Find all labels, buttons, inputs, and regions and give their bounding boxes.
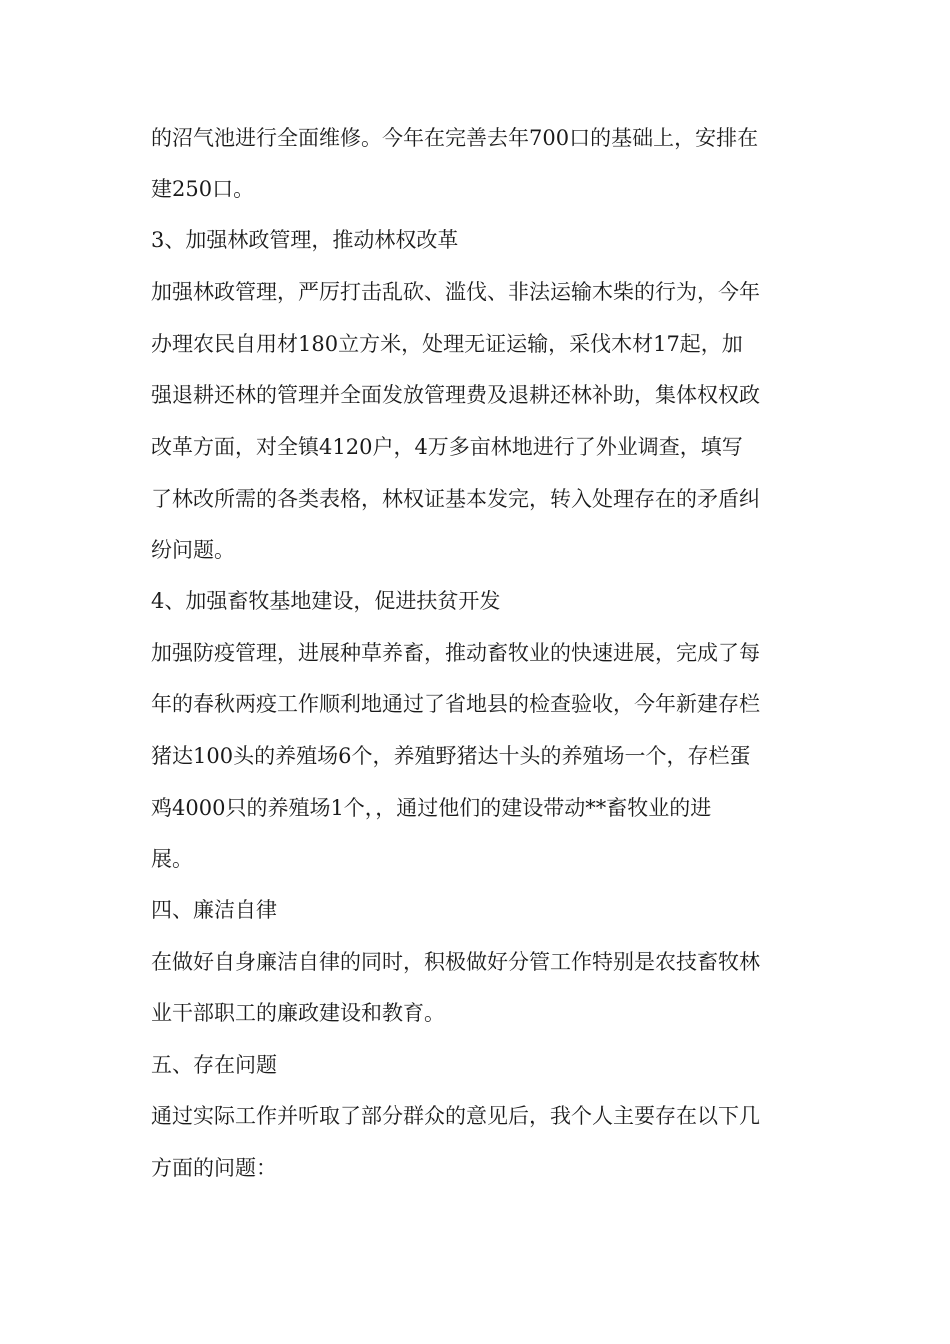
text-line: 通过实际工作并听取了部分群众的意见后，我个人主要存在以下几 [151,1104,760,1128]
text-line: 办理农民自用材180立方米，处理无证运输，采伐木材17起，加 [151,332,743,356]
text-line: 加强防疫管理，进展种草养畜，推动畜牧业的快速进展，完成了每 [151,641,760,665]
text-line: 展。 [151,847,193,871]
text-line: 了林改所需的各类表格，林权证基本发完，转入处理存在的矛盾纠 [151,487,760,511]
text-line: 的沼气池进行全面维修。今年在完善去年700口的基础上，安排在 [151,126,759,150]
text-line: 建250口。 [151,177,255,201]
section-heading: 3、加强林政管理，推动林权改革 [151,228,459,252]
text-line: 鸡4000只的养殖场1个，，通过他们的建设带动**畜牧业的进 [151,796,712,820]
text-line: 年的春秋两疫工作顺利地通过了省地县的检查验收，今年新建存栏 [151,692,760,716]
section-heading: 五、存在问题 [151,1053,277,1077]
text-line: 改革方面，对全镇4120户，4万多亩林地进行了外业调查，填写 [151,435,743,459]
text-line: 纷问题。 [151,538,235,562]
text-line: 业干部职工的廉政建设和教育。 [151,1001,445,1025]
section-heading: 四、廉洁自律 [151,898,277,922]
text-line: 加强林政管理，严厉打击乱砍、滥伐、非法运输木柴的行为，今年 [151,280,760,304]
text-line: 猪达100头的养殖场6个，养殖野猪达十头的养殖场一个，存栏蛋 [151,744,751,768]
text-line: 在做好自身廉洁自律的同时，积极做好分管工作特别是农技畜牧林 [151,950,760,974]
text-line: 强退耕还林的管理并全面发放管理费及退耕还林补助，集体权权政 [151,383,760,407]
text-line: 方面的问题： [151,1156,277,1180]
section-heading: 4、加强畜牧基地建设，促进扶贫开发 [151,589,501,613]
